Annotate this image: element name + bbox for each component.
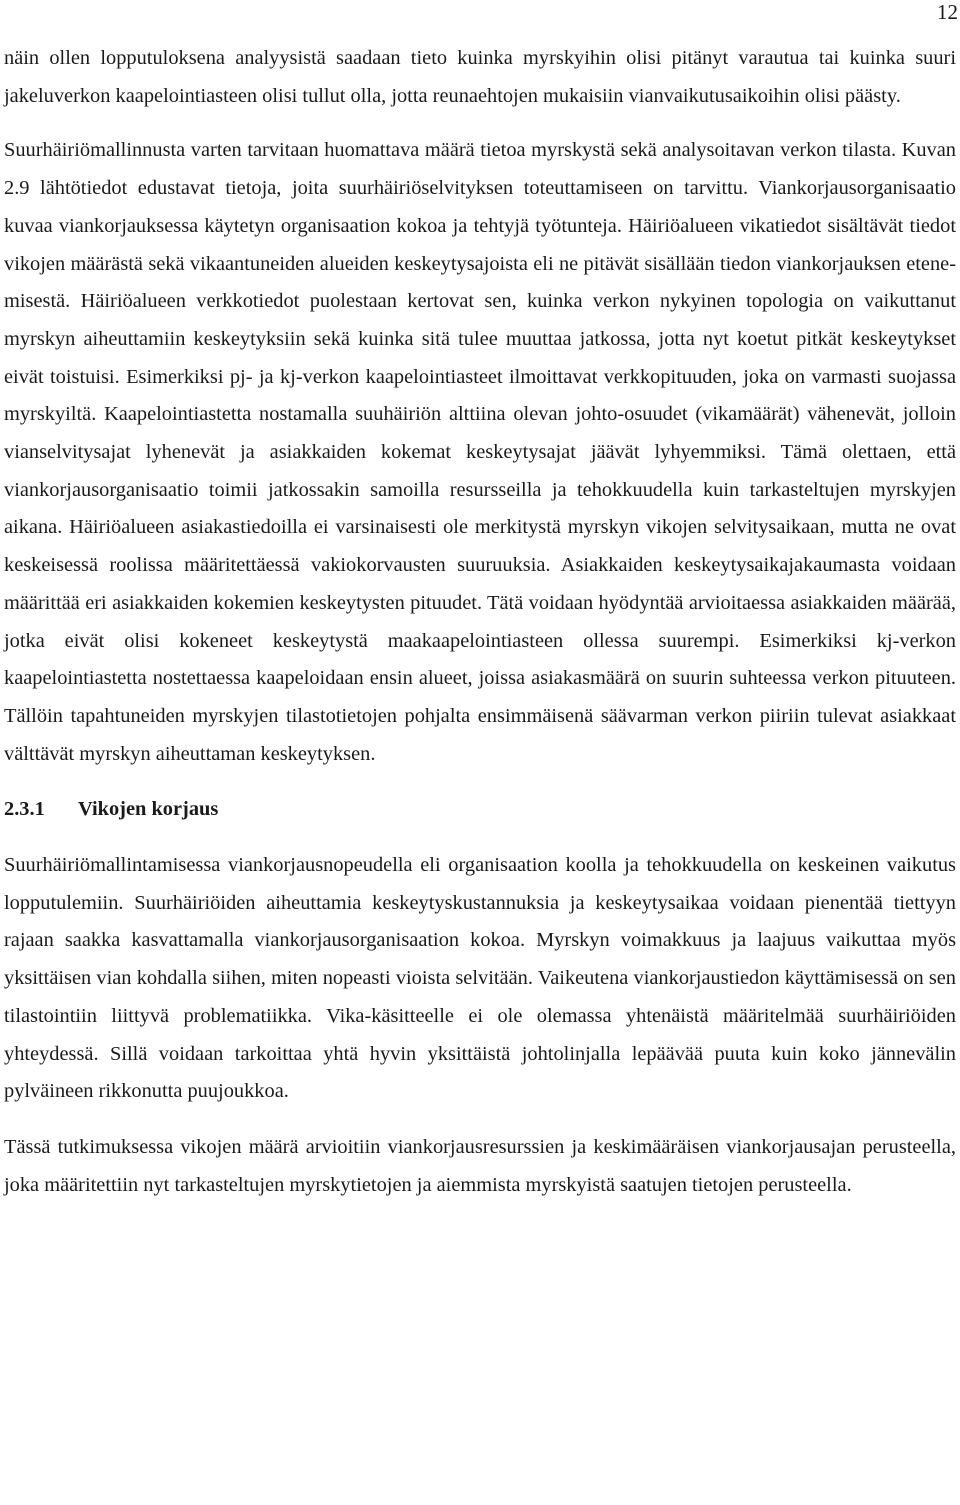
page-number: 12 bbox=[937, 0, 958, 24]
paragraph-input-data: Suurhäiriömallinnusta varten tarvitaan huomattava määrä tietoa myrskystä sekä analysoitavan verkon tilasta. Kuvan 2.9 lähtötiedot edustavat tietoja, joita suurhäiriöselvityksen toteuttamiseen on tarvittu. Viankorjausorganisaatio kuvaa viankorjauksessa käytetyn organisaation kokoa ja tehtyjä työtunteja. Häiriöalueen vikatiedot sisältävät tiedot vikojen määrästä sekä vikaantuneiden alueiden keskeytysajoista eli ne pitävät sisällään tiedon viankorjauksen etenemisestä. Häiriöalueen verkkotiedot puolestaan kertovat sen, kuinka verkon nykyinen topologia on vaikuttanut myrskyn aiheuttamiin keskeytyksiin sekä kuinka sitä tulee muuttaa jatkossa, jotta nyt koetut pitkät keskeytykset eivät toistuisi. Esimerkiksi pj- ja kj-verkon kaapelointiasteet ilmoittavat verkkopituuden, joka on varmasti suojassa myrskyiltä. Kaapelointiastetta nostamalla suuhäiriön alttiina olevan johto-osuudet (vikamäärät) vähenevät, jolloin vianselvitysajat lyhenevät ja asiakkaiden kokemat keskeytysajat jäävät lyhyemmiksi. Tämä olettaen, että viankorjausorganisaatio toimii jatkossakin samoilla resursseilla ja tehokkuudella kuin tarkasteltujen myrskyjen aikana. Häiriöalueen asiakastiedoilla ei varsinaisesti ole merkitystä myrskyn vikojen selvitysaikaan, mutta ne ovat keskeisessä roolissa määritettäessä vakiokorvausten suuruuksia. Asiakkaiden keskeytysaikajakaumasta voidaan määrittää eri asiakkaiden kokemien keskeytysten pituudet. Tätä voidaan hyödyntää arvioitaessa asiakkaiden määrää, jotka eivät olisi kokeneet keskeytystä maakaapelointiasteen ollessa suurempi. Esimerkiksi kj-verkon kaapelointiastetta nostettaessa kaapeloidaan ensin alueet, joissa asiakasmäärä on suurin suhteessa verkon pituuteen. Tällöin tapahtuneiden myrskyjen tilastotietojen pohjalta ensimmäisenä säävarman verkon piiriin tulevat asiakkaat välttävät myrskyn aiheuttaman keskeytyksen. bbox=[4, 139, 956, 765]
paragraph-intro-continuation: näin ollen lopputuloksena analyysistä saadaan tieto kuinka myrskyihin olisi pitänyt varautua tai kuinka suuri jakeluverkon kaapelointiasteen olisi tullut olla, jotta reunaehtojen mukaisiin vianvaikutusaikoihin olisi päästy. bbox=[4, 47, 956, 107]
section-title: Vikojen korjaus bbox=[78, 798, 219, 821]
section-heading bbox=[4, 791, 956, 829]
paragraph-fault-repair: Suurhäiriömallintamisessa viankorjausnopeudella eli organisaation koolla ja tehokkuudella on keskeinen vaikutus lopputulemiin. Suurhäiriöiden aiheuttamia keskeytyskustannuksia ja keskeytysaikaa voidaan pienentää tiettyyn rajaan saakka kasvattamalla viankorjausorganisaation kokoa. Myrskyn voimakkuus ja laajuus vaikuttaa myös yksittäisen vian kohdalla siihen, miten nopeasti vioista selvitään. Vaikeutena viankorjaustiedon käyttämisessä on sen tilastointiin liittyvä problematiikka. Vika-käsitteelle ei ole olemassa yhtenäistä määritelmää suurhäiriöiden yhteydessä. Sillä voidaan tarkoittaa yhtä hyvin yksittäistä johtolinjalla lepäävää puuta kuin koko jännevälin pylväineen rikkonutta puujoukkoa. bbox=[4, 854, 956, 1103]
document-body bbox=[4, 40, 956, 1204]
section-number: 2.3.1 bbox=[4, 798, 45, 821]
paragraph-study-method: Tässä tutkimuksessa vikojen määrä arvioitiin viankorjausresurssien ja keskimääräisen viankorjausajan perusteella, joka määritettiin nyt tarkasteltujen myrskytietojen ja aiemmista myrskyistä saatujen tietojen perusteella. bbox=[4, 1135, 956, 1196]
